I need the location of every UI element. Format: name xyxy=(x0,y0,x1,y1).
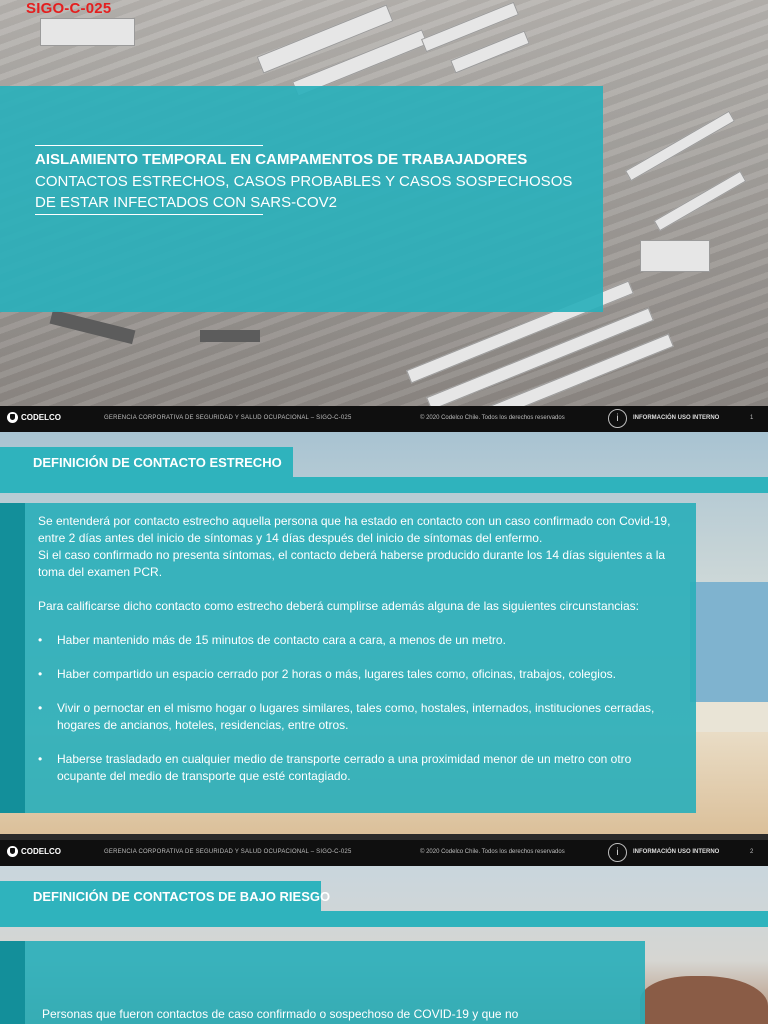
info-icon: i xyxy=(608,843,627,862)
camp-building xyxy=(625,111,735,181)
logo-text: CODELCO xyxy=(21,413,61,422)
paragraph: Para calificarse dicho contacto como estrecho deberá cumplirse además alguna de las siguientes circunstancias: xyxy=(38,599,639,613)
document-code: SIGO-C-025 xyxy=(26,0,112,17)
codelco-logo-icon xyxy=(7,412,18,423)
camp-building xyxy=(200,330,260,342)
content-body xyxy=(38,513,678,785)
paragraph: Personas que fueron contactos de caso confirmado o sospechoso de COVID-19 y que no xyxy=(42,1007,519,1021)
footer-copyright: © 2020 Codelco Chile. Todos los derechos reservados xyxy=(420,849,565,855)
background-building xyxy=(690,582,768,722)
list-item: • Haber mantenido más de 15 minutos de contacto cara a cara, a menos de un metro. xyxy=(38,633,506,647)
codelco-logo-icon xyxy=(7,846,18,857)
slide-subtitle: CONTACTOS ESTRECHOS, CASOS PROBABLES Y CASOS SOSPECHOSOS DE ESTAR INFECTADOS CON SARS-COV2 xyxy=(35,173,573,211)
codelco-logo xyxy=(7,846,61,857)
camp-building xyxy=(654,171,747,231)
paragraph: Si el caso confirmado no presenta síntomas, el contacto deberá haberse producido durante los 14 días siguientes a la toma del examen PCR. xyxy=(38,548,666,579)
heading-strip xyxy=(0,477,768,493)
background-ground xyxy=(690,702,768,732)
logo-text: CODELCO xyxy=(21,847,61,856)
list-item: • Haber compartido un espacio cerrado por 2 horas o más, lugares tales como, oficinas, trabajos, colegios. xyxy=(38,667,616,681)
camp-building xyxy=(40,18,135,46)
page-number: 1 xyxy=(750,415,754,421)
footer-department: GERENCIA CORPORATIVA DE SEGURIDAD Y SALUD OCUPACIONAL – SIGO-C-025 xyxy=(104,415,352,421)
slide-footer xyxy=(0,406,768,432)
paragraph: Se entenderá por contacto estrecho aquella persona que ha estado en contacto con un caso confirmado con Covid-19, entre 2 días antes del inicio de síntomas y 14 días después del inicio de síntomas del enfermo. xyxy=(38,514,671,545)
section-heading: DEFINICIÓN DE CONTACTO ESTRECHO xyxy=(33,455,282,470)
camp-building xyxy=(50,310,136,344)
slide-title: AISLAMIENTO TEMPORAL EN CAMPAMENTOS DE TRABAJADORES xyxy=(35,151,528,168)
info-icon: i xyxy=(608,409,627,428)
list-item: • Haberse trasladado en cualquier medio de transporte cerrado a una proximidad menor de un metro con otro ocupante del medio de transporte que esté contagiado. xyxy=(38,752,632,783)
slide-footer xyxy=(0,840,768,866)
camp-building xyxy=(640,240,710,272)
footer-classification: INFORMACIÓN USO INTERNO xyxy=(633,415,720,421)
heading-strip xyxy=(0,911,768,927)
list-item: • Vivir o pernoctar en el mismo hogar o lugares similares, tales como, hostales, internados, instituciones cerradas, hogares de ancianos, hoteles, residencias, entre otros. xyxy=(38,701,655,732)
footer-classification: INFORMACIÓN USO INTERNO xyxy=(633,849,720,855)
footer-department: GERENCIA CORPORATIVA DE SEGURIDAD Y SALUD OCUPACIONAL – SIGO-C-025 xyxy=(104,849,352,855)
panel-accent xyxy=(0,941,25,1024)
cover-slide xyxy=(0,0,768,406)
footer-copyright: © 2020 Codelco Chile. Todos los derechos reservados xyxy=(420,415,565,421)
codelco-logo xyxy=(7,412,61,423)
divider xyxy=(35,145,263,146)
page-number: 2 xyxy=(750,849,754,855)
divider xyxy=(35,214,263,215)
background-hill xyxy=(640,976,768,1024)
section-heading: DEFINICIÓN DE CONTACTOS DE BAJO RIESGO xyxy=(33,889,331,904)
panel-accent xyxy=(0,503,25,813)
